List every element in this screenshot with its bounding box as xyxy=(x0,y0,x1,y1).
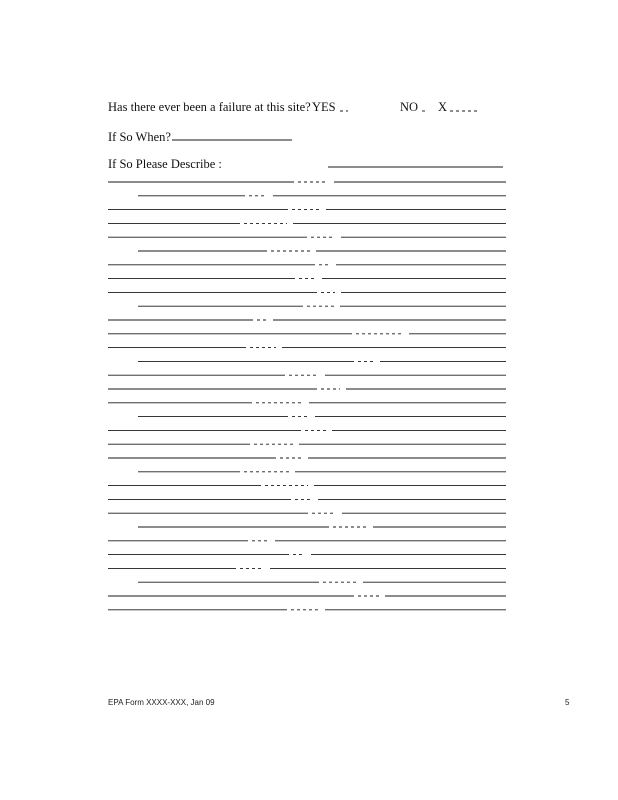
no-checkmark: X xyxy=(438,100,448,114)
describe-label: If So Please Describe : xyxy=(108,157,222,171)
no-label[interactable]: NO xyxy=(400,100,419,114)
description-lines xyxy=(108,182,506,610)
when-label: If So When? xyxy=(108,130,171,144)
form-id: EPA Form XXXX-XXX, Jan 09 xyxy=(108,698,215,707)
failure-question: Has there ever been a failure at this site? xyxy=(108,100,311,114)
page-number: 5 xyxy=(565,698,570,707)
yes-label[interactable]: YES xyxy=(312,100,336,114)
